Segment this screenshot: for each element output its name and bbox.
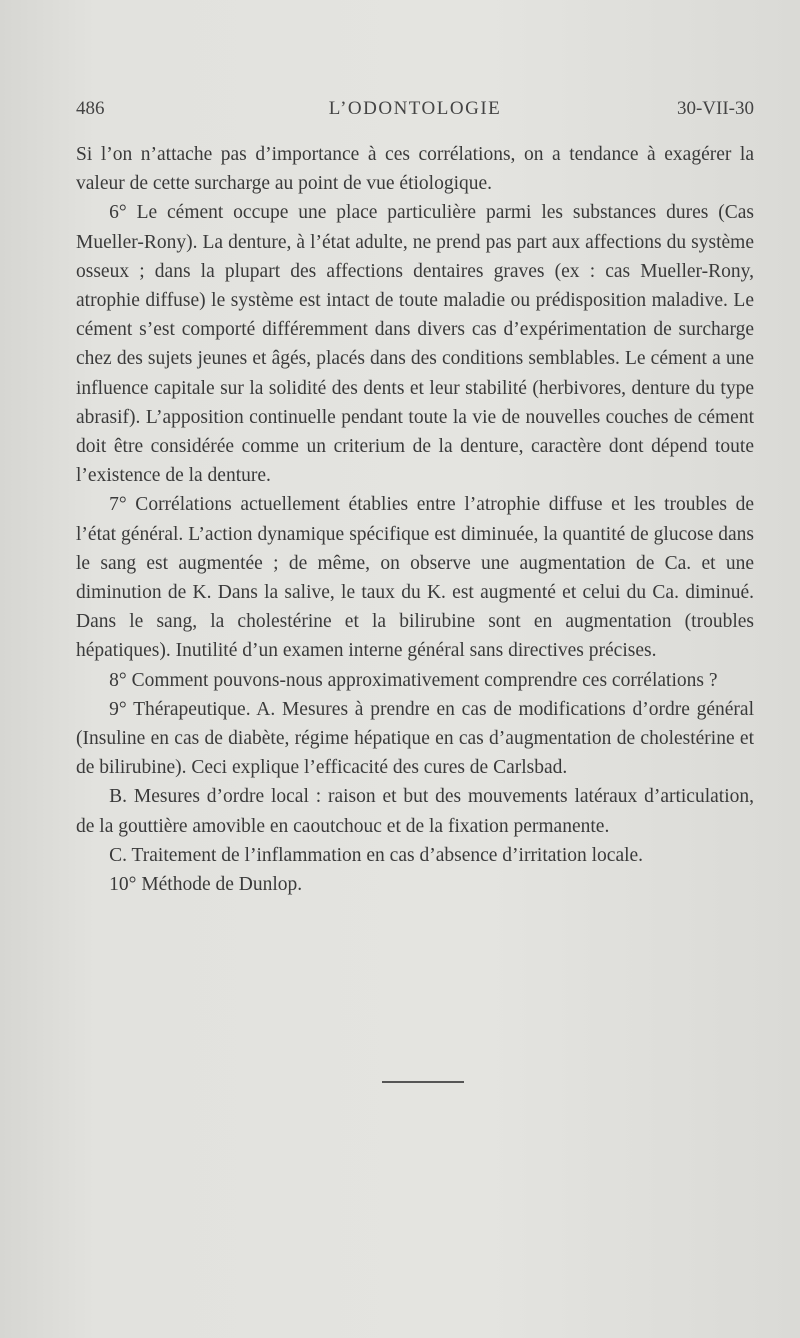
paragraph-point-6: 6° Le cément occupe une place particulière parmi les substances dures (Cas Mueller-Rony). La denture, à l’état adulte, ne prend pas part aux affections du système osseux ; dans la plupart des affections dentaires graves (ex : cas Mueller-Rony, atrophie diffuse) le système est intact de toute maladie ou prédisposition maladive. Le cément s’est comporté différemment dans divers cas d’expérimentation de surcharge chez des sujets jeunes et âgés, placés dans des conditions semblables. Le cément a une influence capitale sur la solidité des dents et leur stabilité (herbivores, denture du type abrasif). L’apposition continuelle pendant toute la vie de nouvelles couches de cément doit être considérée comme un criterium de la denture, caractère dont dépend toute l’existence de la denture.	[76, 202, 754, 487]
body-text	[76, 140, 754, 899]
issue-date: 30-VII-30	[676, 98, 754, 119]
page-number: 486	[76, 98, 105, 119]
paragraph-continuation: Si l’on n’attache pas d’importance à ces corrélations, on a tendance à exagérer la valeur de cette surcharge au point de vue étiologique.	[76, 144, 754, 195]
paragraph-point-10: 10° Méthode de Dunlop.	[109, 874, 303, 896]
journal-title: L’ODONTOLOGIE	[328, 98, 502, 119]
section-end-rule	[382, 1081, 464, 1083]
running-header	[76, 98, 754, 126]
paragraph-point-9: 9° Thérapeutique. A. Mesures à prendre en cas de modifications d’ordre général (Insuline en cas de diabète, régime hépatique en cas d’augmentation de cholestérine et de bilirubine). Ceci explique l’efficacité des cures de Carlsbad.	[76, 698, 754, 779]
paragraph-point-9b: B. Mesures d’ordre local : raison et but des mouvements latéraux d’articulation, de la gouttière amovible en caoutchouc et de la fixation permanente.	[76, 786, 754, 837]
paragraph-point-9c: C. Traitement de l’inflammation en cas d’absence d’irritation locale.	[109, 844, 644, 866]
paragraph-point-7: 7° Corrélations actuellement établies entre l’atrophie diffuse et les troubles de l’état général. L’action dynamique spécifique est diminuée, la quantité de glucose dans le sang est augmentée ; de même, on observe une augmentation de Ca. et une diminution de K. Dans la salive, le taux du K. est augmenté et celui du Ca. diminué. Dans le sang, la cholestérine et la bilirubine sont en augmentation (troubles hépatiques). Inutilité d’un examen interne général sans directives précises.	[76, 494, 754, 662]
paragraph-point-8: 8° Comment pouvons-nous approximativement comprendre ces corrélations ?	[109, 669, 718, 691]
